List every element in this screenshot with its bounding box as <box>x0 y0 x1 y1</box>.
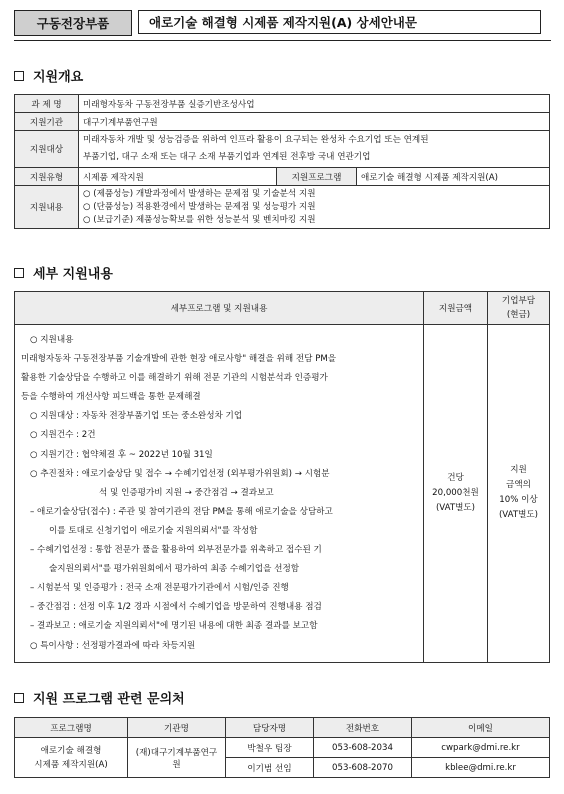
detail-line: ○ 추진절차 : 애로기술상담 및 접수 → 수혜기업선정 (외부평가위원회) → 시험분 <box>30 468 330 479</box>
task-value: 미래형자동차 구동전장부품 실증기반조성사업 <box>79 95 550 113</box>
detail-body <box>15 325 424 663</box>
contact-phone: 053-608-2070 <box>314 758 412 778</box>
target-label: 지원대상 <box>15 131 79 168</box>
amount-line: (VAT별도) <box>435 502 476 513</box>
detail-line: – 결과보고 : 애로기술 지원의뢰서"에 명기된 내용에 대한 최종 결과를 보고함 <box>30 621 318 632</box>
section-overview-heading <box>14 66 83 85</box>
contact-email-link[interactable]: kblee@dmi.re.kr <box>412 758 550 778</box>
col-amount-header: 지원금액 <box>424 292 488 325</box>
content-item: ○ (단품성능) 적용환경에서 발생하는 문제점 및 성능평가 지원 <box>83 201 316 212</box>
task-label: 과 제 명 <box>15 95 79 113</box>
content-label: 지원내용 <box>15 186 79 229</box>
detail-line: 이를 토대로 신청기업이 애로기술 지원의뢰서"를 작성함 <box>49 525 258 536</box>
section-title: 세부 지원내용 <box>33 267 113 282</box>
detail-table <box>14 291 550 663</box>
program-value: 애로기술 해결형 시제품 제작지원(A) <box>357 168 550 186</box>
overview-table <box>14 94 550 229</box>
square-bullet-icon <box>14 693 24 703</box>
contact-name: 박철우 팀장 <box>226 738 314 758</box>
detail-line: ○ 지원내용 <box>30 335 74 345</box>
type-value: 시제품 제작지원 <box>79 168 277 186</box>
content-item: ○ (보급기준) 제품성능확보를 위한 성능분석 및 벤치마킹 지원 <box>83 214 316 225</box>
target-line: 부품기업, 대구 소재 또는 대구 소재 부품기업과 연계된 전후방 국내 연관기업 <box>83 152 371 162</box>
section-title: 지원 프로그램 관련 문의처 <box>33 692 185 707</box>
contact-table <box>14 717 550 778</box>
target-line: 미래자동차 개발 및 성능검증을 위하여 인프라 활용이 요구되는 완성차 수요기업 또는 연계된 <box>83 135 429 145</box>
col-burden-header <box>488 292 550 325</box>
contact-header-program: 프로그램명 <box>15 718 128 738</box>
burden-line: (VAT별도) <box>498 510 539 521</box>
burden-header-line: 기업부담 <box>501 296 536 306</box>
burden-cell <box>488 325 550 663</box>
detail-line: 등을 수행하여 개선사항 피드백을 통한 문제해결 <box>21 392 201 403</box>
target-value <box>79 131 550 168</box>
contact-program-cell <box>15 738 128 778</box>
detail-line: ○ 지원건수 : 2건 <box>30 430 96 441</box>
detail-line: 미래형자동차 구동전장부품 기술개발에 관한 현장 애로사항" 해결을 위해 전담 PM을 <box>21 354 337 365</box>
detail-line: 활용한 기술상담을 수행하고 이를 해결하기 위해 전문 기관의 시험분석과 인증평가 <box>21 373 328 384</box>
col-program-header: 세부프로그램 및 지원내용 <box>15 292 424 325</box>
detail-line: ○ 지원대상 : 자동차 전장부품기업 또는 중소완성차 기업 <box>30 411 243 422</box>
detail-line: – 애로기술상담(접수) : 주관 및 참여기관의 전담 PM을 통해 애로기술을 상담하고 <box>30 506 333 517</box>
contact-header-email: 이메일 <box>412 718 550 738</box>
amount-line: 20,000천원 <box>432 487 479 498</box>
document-title: 애로기술 해결형 시제품 제작지원(A) 상세안내문 <box>138 10 541 34</box>
contact-name: 이기범 선임 <box>226 758 314 778</box>
header-divider <box>14 40 551 41</box>
section-detail-heading <box>14 263 113 282</box>
contact-phone: 053-608-2034 <box>314 738 412 758</box>
type-label: 지원유형 <box>15 168 79 186</box>
document-header <box>14 10 541 36</box>
program-label: 지원프로그램 <box>277 168 357 186</box>
detail-line: ○ 특이사항 : 선정평가결과에 따라 차등지원 <box>30 640 196 651</box>
content-item: ○ (제품성능) 개발과정에서 발생하는 문제점 및 기술분석 지원 <box>83 188 316 199</box>
detail-line: – 중간점검 : 선정 이후 1/2 경과 시점에서 수혜기업을 방문하여 진행내용 점검 <box>30 602 322 613</box>
burden-line: 10% 이상 <box>499 495 538 506</box>
contact-org-cell: (재)대구기계부품연구원 <box>128 738 226 778</box>
category-badge: 구동전장부품 <box>14 10 132 36</box>
org-label: 지원기관 <box>15 113 79 131</box>
square-bullet-icon <box>14 268 24 278</box>
amount-cell <box>424 325 488 663</box>
detail-line: – 수혜기업선정 : 통합 전문가 풀을 활용하여 외부전문가를 위촉하고 접수된 기 <box>30 545 322 556</box>
burden-line: 금액의 <box>506 480 531 491</box>
content-value <box>79 186 550 229</box>
detail-line: – 시험분석 및 인증평가 : 전국 소재 전문평가기관에서 시험/인증 진행 <box>30 583 289 594</box>
section-title: 지원개요 <box>33 70 84 85</box>
contact-email-link[interactable]: cwpark@dmi.re.kr <box>412 738 550 758</box>
org-value: 대구기계부품연구원 <box>79 113 550 131</box>
contact-header-phone: 전화번호 <box>314 718 412 738</box>
program-name-line: 애로기술 해결형 <box>40 745 102 756</box>
burden-line: 지원 <box>510 465 527 476</box>
amount-line: 건당 <box>447 472 464 483</box>
square-bullet-icon <box>14 71 24 81</box>
detail-line: 석 및 인증평가비 지원 → 중간점검 → 결과보고 <box>99 487 274 498</box>
contact-header-org: 기관명 <box>128 718 226 738</box>
program-name-line: 시제품 제작지원(A) <box>34 759 108 770</box>
burden-header-line: (현금) <box>506 310 531 320</box>
section-contact-heading <box>14 688 185 707</box>
detail-line: 술지원의뢰서"를 평가위원회에서 평가하여 최종 수혜기업을 선정함 <box>49 564 300 575</box>
detail-line: ○ 지원기간 : 협약체결 후 ~ 2022년 10월 31일 <box>30 449 213 460</box>
contact-header-name: 담당자명 <box>226 718 314 738</box>
